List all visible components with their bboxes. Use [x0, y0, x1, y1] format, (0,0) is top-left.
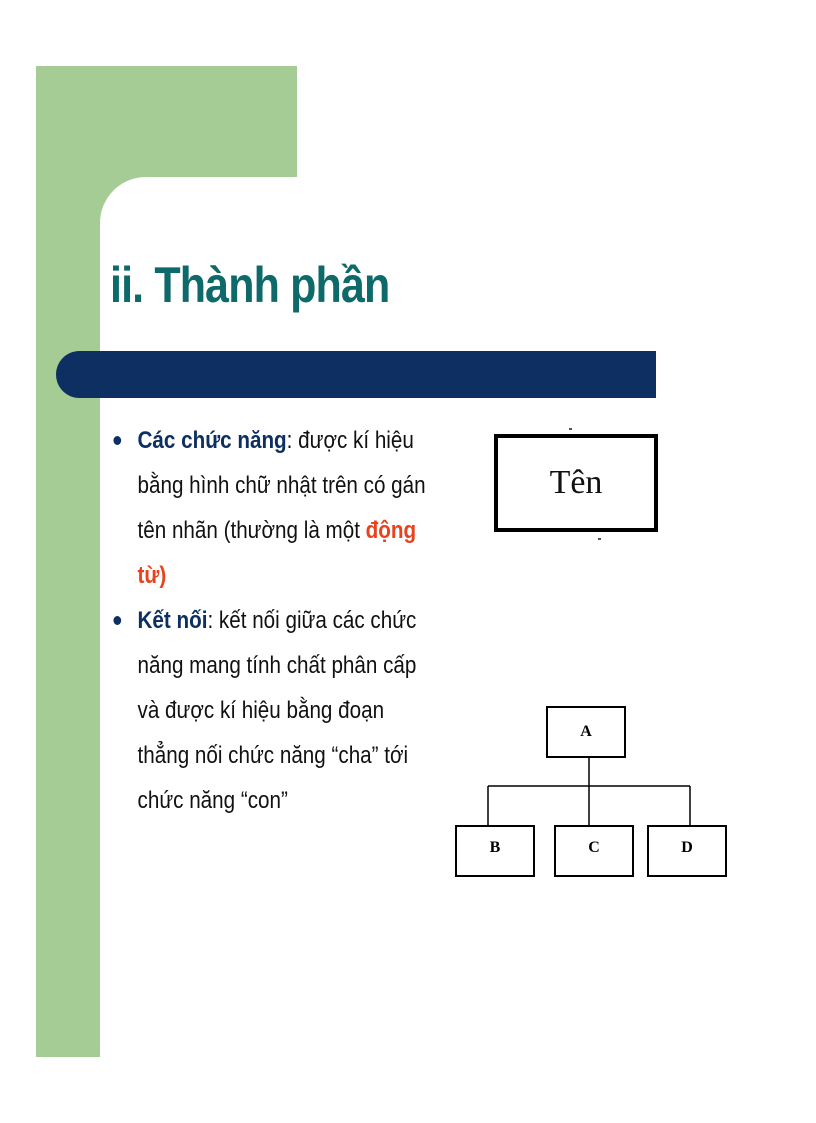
bullet-term: Các chức năng	[137, 427, 287, 454]
title-underline-bar	[56, 351, 656, 398]
bullet-dot-icon	[113, 616, 121, 625]
node-c-label: C	[588, 839, 600, 856]
hierarchy-diagram	[450, 700, 740, 890]
function-box-label: Tên	[549, 464, 603, 501]
function-box	[494, 434, 658, 532]
bullet-term: Kết nối	[137, 607, 208, 634]
bullet-item-connections	[110, 598, 430, 823]
bullet-list	[110, 418, 426, 823]
node-a-label: A	[580, 723, 592, 740]
bullet-text: : được kí hiệu bằng hình chữ nhật trên có gán tên nhãn (thường là một	[137, 427, 426, 544]
bullet-dot-icon	[113, 436, 121, 445]
bullet-text-after: )	[159, 562, 167, 589]
tick-mark	[569, 428, 572, 430]
bullet-item-functions	[110, 418, 430, 598]
bullet-highlight: động từ	[137, 517, 417, 589]
tick-mark	[598, 538, 601, 540]
node-b-label: B	[489, 839, 501, 856]
node-d-label: D	[681, 839, 693, 856]
slide-title: ii. Thành phần	[110, 257, 390, 313]
bullet-text: : kết nối giữa các chức năng mang tính chất phân cấp và được kí hiệu bằng đoạn thẳng nối chức năng “cha” tới chức năng “con”	[137, 607, 417, 814]
